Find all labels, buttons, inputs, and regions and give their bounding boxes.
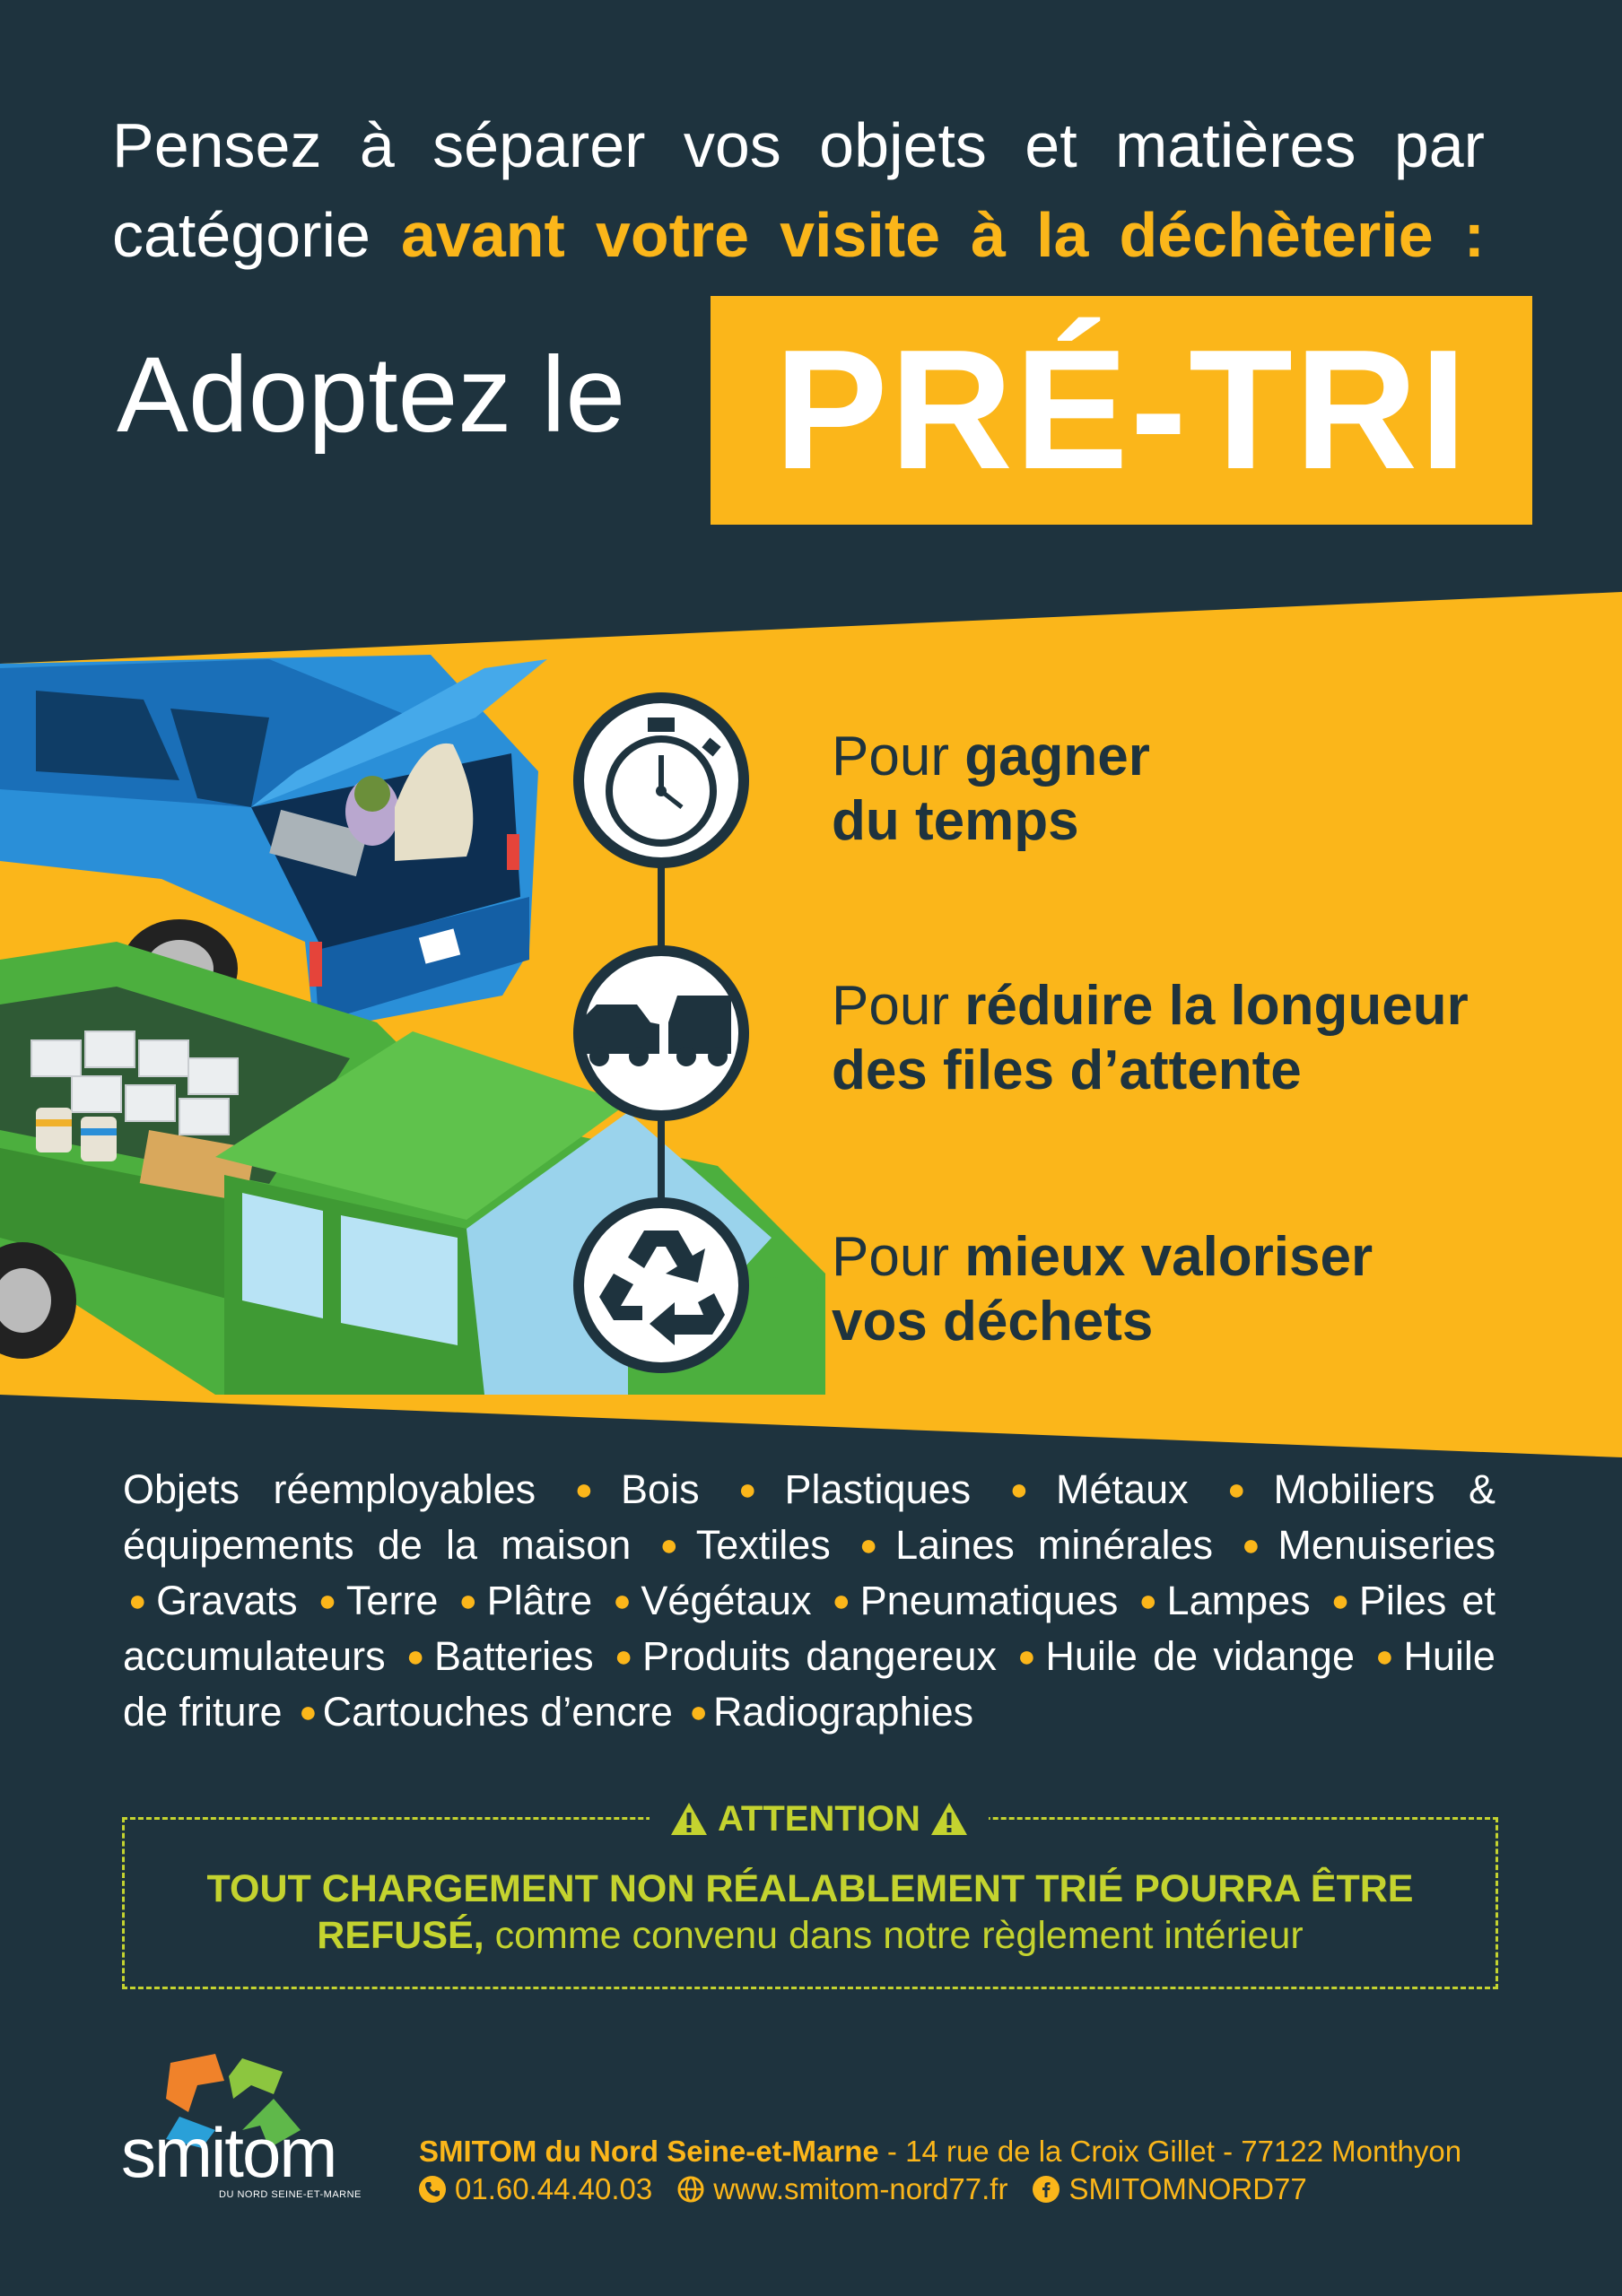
category-item: Pneumatiques xyxy=(859,1578,1119,1623)
phone-icon xyxy=(419,2176,446,2203)
headline xyxy=(112,100,1485,280)
reason-queue xyxy=(832,974,1469,1103)
category-item: Métaux xyxy=(1056,1466,1189,1512)
bullet-separator: ● xyxy=(1017,1639,1041,1674)
category-item: Objets réemployables xyxy=(123,1466,536,1512)
bullet-separator: ● xyxy=(458,1584,482,1618)
address-text: - 14 rue de la Croix Gillet - 77122 Monthyon xyxy=(878,2135,1462,2168)
bullet-separator: ● xyxy=(1242,1528,1273,1562)
bullet-separator: ● xyxy=(406,1639,430,1674)
phone-number[interactable]: 01.60.44.40.03 xyxy=(455,2172,653,2205)
category-item: Cartouches d’encre xyxy=(322,1689,673,1735)
attention-label: ATTENTION xyxy=(718,1799,920,1839)
category-item: Plastiques xyxy=(784,1466,972,1512)
bullet-separator: ● xyxy=(574,1473,616,1507)
attention-rest: comme convenu dans notre règlement intérieur xyxy=(494,1914,1304,1957)
category-item: Laines minérales xyxy=(895,1522,1213,1568)
category-item: Plâtre xyxy=(486,1578,593,1623)
bullet-separator: ● xyxy=(613,1584,636,1618)
category-item: Produits dangereux xyxy=(642,1633,997,1679)
category-item: Lampes xyxy=(1166,1578,1311,1623)
category-list xyxy=(123,1462,1496,1740)
reason-bold-2: des files d’attente xyxy=(832,1039,1302,1101)
logo-wordmark: smitom xyxy=(121,2113,336,2192)
category-item: Batteries xyxy=(434,1633,594,1679)
reason-bold: réduire la longueur xyxy=(964,975,1469,1037)
reason-prefix: Pour xyxy=(832,975,949,1037)
reason-bold-2: vos déchets xyxy=(832,1291,1154,1352)
category-item: Bois xyxy=(621,1466,700,1512)
reason-waste xyxy=(832,1225,1373,1354)
category-item: Menuiseries xyxy=(1278,1522,1496,1568)
footer-contacts xyxy=(419,2170,1307,2209)
reason-bold-2: du temps xyxy=(832,790,1079,852)
adopt-title: Adoptez le xyxy=(117,335,626,455)
facebook-handle[interactable]: SMITOMNORD77 xyxy=(1068,2172,1307,2205)
bullet-separator: ● xyxy=(1138,1584,1162,1618)
bullet-separator: ● xyxy=(832,1584,855,1618)
bullet-separator: ● xyxy=(689,1695,708,1729)
facebook-icon xyxy=(1033,2176,1060,2203)
website-link[interactable]: www.smitom-nord77.fr xyxy=(713,2172,1008,2205)
reason-prefix: Pour xyxy=(832,726,949,787)
bullet-separator: ● xyxy=(1227,1473,1269,1507)
bullet-separator: ● xyxy=(299,1695,318,1729)
attention-title xyxy=(650,1796,989,1842)
category-item: Huile de vidange xyxy=(1045,1633,1355,1679)
reason-bold: gagner xyxy=(964,726,1150,787)
category-item: Piles et accumulateurs xyxy=(123,1578,1496,1679)
bullet-separator: ● xyxy=(318,1584,341,1618)
reason-time xyxy=(832,725,1150,854)
category-item: Terre xyxy=(345,1578,439,1623)
logo-subtitle: DU NORD SEINE-ET-MARNE xyxy=(219,2189,362,2200)
category-item: Gravats xyxy=(156,1578,298,1623)
headline-intro: Pensez à séparer vos objets et matières par catégorie xyxy=(112,110,1485,270)
category-item: Mobiliers & équipements de la maison xyxy=(123,1466,1496,1568)
bullet-separator: ● xyxy=(859,1528,891,1562)
recycle-icon xyxy=(573,1197,749,1373)
bullet-separator: ● xyxy=(128,1584,152,1618)
category-item: Textiles xyxy=(695,1522,831,1568)
attention-text xyxy=(122,1866,1498,1959)
warning-icon xyxy=(929,1801,969,1837)
bullet-separator: ● xyxy=(1375,1639,1399,1674)
attention-bold: TOUT CHARGEMENT NON RÉALABLEMENT TRIÉ POURRA ÊTRE REFUSÉ, xyxy=(206,1867,1414,1957)
category-item: Huile de friture xyxy=(123,1633,1496,1735)
reason-prefix: Pour xyxy=(832,1226,949,1288)
warning-icon xyxy=(669,1801,709,1837)
category-item: Radiographies xyxy=(712,1689,974,1735)
bullet-separator: ● xyxy=(738,1473,780,1507)
headline-highlight: avant votre visite à la déchèterie : xyxy=(401,200,1485,270)
pre-tri-badge: PRÉ-TRI xyxy=(711,296,1532,525)
queue-vehicles-icon xyxy=(573,945,749,1121)
globe-icon xyxy=(677,2176,704,2203)
footer-address xyxy=(419,2132,1461,2171)
bullet-separator: ● xyxy=(659,1528,691,1562)
org-name: SMITOM du Nord Seine-et-Marne xyxy=(419,2135,879,2168)
reason-bold: mieux valoriser xyxy=(964,1226,1373,1288)
category-item: Végétaux xyxy=(641,1578,812,1623)
bullet-separator: ● xyxy=(1009,1473,1051,1507)
bullet-separator: ● xyxy=(614,1639,638,1674)
bullet-separator: ● xyxy=(1330,1584,1354,1618)
stopwatch-icon xyxy=(573,692,749,868)
